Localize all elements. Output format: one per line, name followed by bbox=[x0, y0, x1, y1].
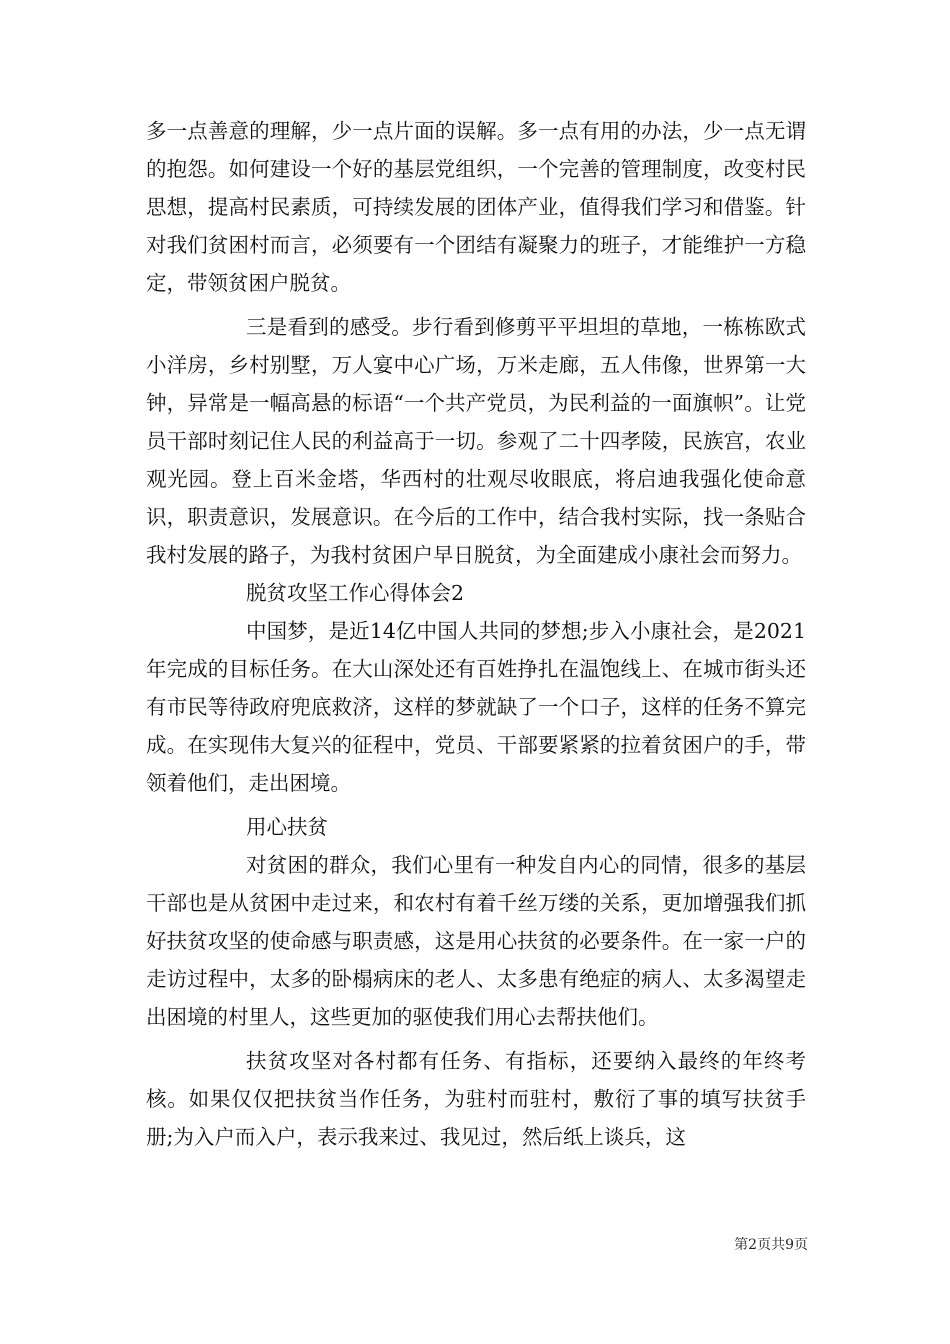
paragraph-4: 对贫困的群众，我们心里有一种发自内心的同情，很多的基层干部也是从贫困中走过来，和农村有着千丝万缕的关系，更加增强我们抓好扶贫攻坚的使命感与职责感，这是用心扶贫的必要条件。在一家一户的走访过程中，太多的卧榻病床的老人、太多患有绝症的病人、太多渴望走出困境的村里人，这些更加的驱使我们用心去帮扶他们。 bbox=[146, 853, 806, 1029]
document-body bbox=[146, 112, 806, 1156]
paragraph-1: 多一点善意的理解，少一点片面的误解。多一点有用的办法，少一点无谓的抱怨。如何建设一个好的基层党组织，一个完善的管理制度，改变村民思想，提高村民素质，可持续发展的团体产业，值得我们学习和借鉴。针对我们贫困村而言，必须要有一个团结有凝聚力的班子，才能维护一方稳定，带领贫困户脱贫。 bbox=[146, 119, 806, 295]
paragraph-2: 三是看到的感受。步行看到修剪平平坦坦的草地，一栋栋欧式小洋房，乡村别墅，万人宴中心广场，万米走廊，五人伟像，世界第一大钟，异常是一幅高悬的标语“一个共产党员，为民利益的一面旗帜”。让党员干部时刻记住人民的利益高于一切。参观了二十四孝陵，民族宫，农业观光园。登上百米金塔，华西村的壮观尽收眼底，将启迪我强化使命意识，职责意识，发展意识。在今后的工作中，结合我村实际，找一条贴合我村发展的路子，为我村贫困户早日脱贫，为全面建成小康社会而努力。 bbox=[146, 315, 806, 567]
paragraph-3: 中国梦，是近14亿中国人共同的梦想;步入小康社会，是2021年完成的目标任务。在大山深处还有百姓挣扎在温饱线上、在城市街头还有市民等待政府兜底救济，这样的梦就缺了一个口子，这样的任务不算完成。在实现伟大复兴的征程中，党员、干部要紧紧的拉着贫困户的手，带领着他们，走出困境。 bbox=[146, 619, 806, 795]
subheading-用心扶贫: 用心扶贫 bbox=[246, 815, 328, 839]
page-number-footer: 第2页共9页 bbox=[734, 1237, 808, 1253]
section-heading-2: 脱贫攻坚工作心得体会2 bbox=[246, 581, 465, 605]
paragraph-5: 扶贫攻坚对各村都有任务、有指标，还要纳入最终的年终考核。如果仅仅把扶贫当作任务，为驻村而驻村，敷衍了事的填写扶贫手册;为入户而入户，表示我来过、我见过，然后纸上谈兵，这 bbox=[146, 1049, 806, 1149]
